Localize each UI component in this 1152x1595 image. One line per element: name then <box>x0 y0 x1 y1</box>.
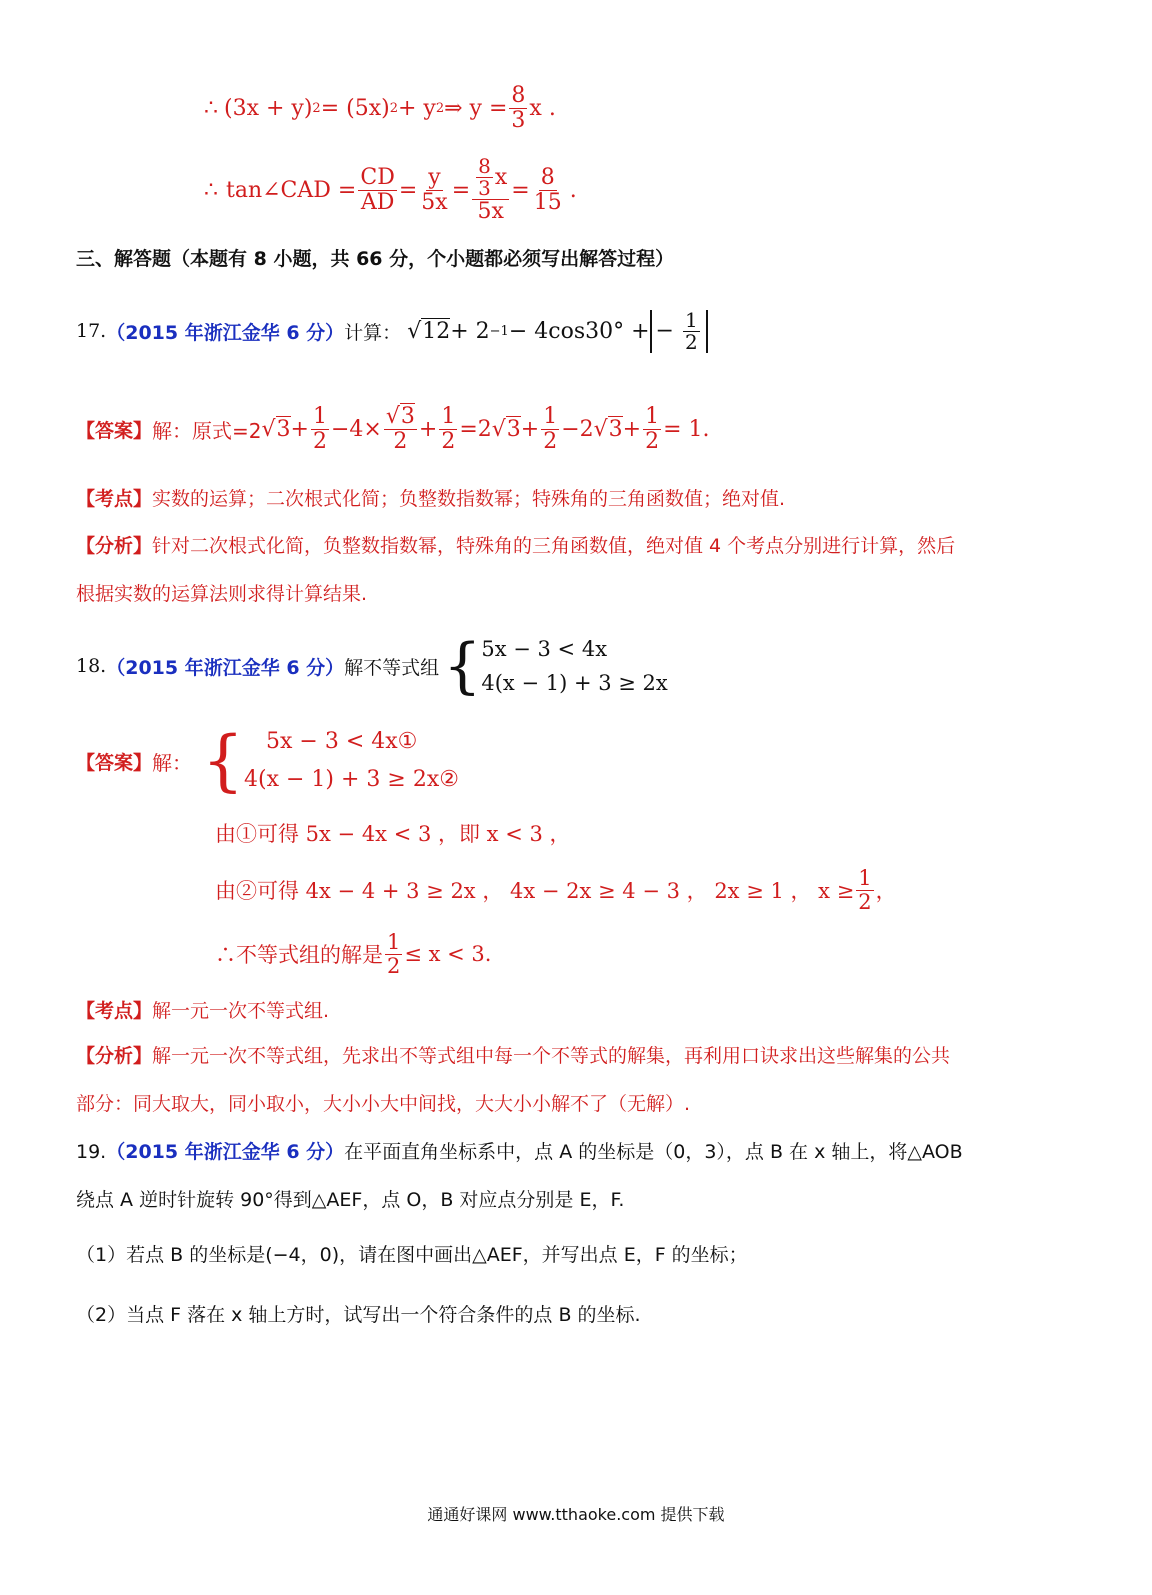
eq2-compound-fraction <box>472 156 509 223</box>
inequality-2: 4(x − 1) + 3 ≥ 2x② <box>244 767 459 792</box>
fraction-denominator: 2 <box>441 428 456 454</box>
analysis-text: 针对二次根式化简，负整数指数幂，特殊角的三角函数值，绝对值 4 个考点分别进行计算，然后 <box>152 535 956 557</box>
fraction-numerator: 1 <box>645 404 660 430</box>
knowledge-point-18 <box>76 996 329 1023</box>
fraction-numerator: 8 <box>511 83 526 109</box>
fraction-numerator: 1 <box>858 866 872 891</box>
fraction-numerator: 1 <box>312 404 327 430</box>
fraction-denominator: AD <box>360 189 395 215</box>
analysis-line-2: 部分：同大取大，同小取小，大小小大中间找，大大小小解不了（无解）. <box>76 1093 691 1115</box>
question-prompt: 解不等式组 <box>344 656 440 679</box>
analysis-text-a: 解一元一次不等式组，先求出不等式组 <box>152 1045 476 1067</box>
fraction-numerator: 1 <box>387 930 401 955</box>
equals-sign: = <box>511 177 530 203</box>
fraction-numerator: y <box>428 165 441 191</box>
sqrt-3: 3 <box>608 417 623 442</box>
therefore-symbol: ∴ <box>204 177 218 203</box>
step-tail: ， <box>875 879 897 903</box>
analysis-tag: 【分析】 <box>76 535 153 557</box>
inequality-1: 5x − 3 < 4x <box>481 637 608 661</box>
sqrt-3: 3 <box>276 417 291 442</box>
eq1-mid1: = (5x) <box>320 95 390 121</box>
knowledge-point-17 <box>76 484 785 511</box>
fraction-denominator: 2 <box>387 953 401 978</box>
question-19-part-2: （2）当点 F 落在 x 轴上方时，试写出一个符合条件的点 B 的坐标. <box>76 1304 641 1326</box>
eq1-fraction <box>509 84 527 131</box>
equation-line-1 <box>204 78 556 138</box>
question-19-part-1: （1）若点 B 的坐标是(−4，0)，请在图中画出△AEF，并写出点 E，F 的坐标； <box>76 1244 748 1266</box>
answer-tag: 【答案】 <box>76 751 153 774</box>
fraction-denominator: 2 <box>312 428 327 454</box>
fraction-denominator: 2 <box>543 428 558 454</box>
question-source: （2015 年浙江金华 6 分） <box>106 321 345 344</box>
page-footer: 通通好课网 www.tthaoke.com 提供下载 <box>427 1505 725 1524</box>
inequality-1: 5x − 3 < 4x① <box>266 729 418 754</box>
answer-tag: 【答案】 <box>76 419 153 442</box>
inequality-system <box>481 632 667 700</box>
question-18 <box>76 630 668 702</box>
plus-sign: + <box>418 416 438 442</box>
eq2-lhs: tan∠CAD = <box>226 177 357 203</box>
step-text: 由②可得 4x − 4 + 3 ≥ 2x ， 4x − 2x ≥ 4 − 3 ， 2x ≥ 1 ， x ≥ <box>215 879 855 903</box>
fraction-denominator: 2 <box>645 428 660 454</box>
eq2-period: . <box>569 177 577 203</box>
expr-cos: − 4cos30° + <box>508 318 650 344</box>
equals-sign: = <box>451 177 471 203</box>
fraction-numerator: 1 <box>441 404 456 430</box>
question-number: 17. <box>76 320 107 342</box>
fraction-numerator: 8 <box>540 165 555 191</box>
question-19 <box>76 1128 1066 1224</box>
fraction-denominator: 3 <box>511 107 526 133</box>
question-text: 在平面直角坐标系中，点 A 的坐标是（0，3），点 B 在 x 轴上，将△AOB <box>344 1141 963 1163</box>
eq2-fraction-cd-ad <box>358 166 396 213</box>
eq1-exponent-3: 2 <box>435 100 445 116</box>
result: = 1. <box>663 416 710 442</box>
answer-lead: 解： <box>152 750 193 775</box>
expr-exponent: −1 <box>489 323 509 339</box>
eq1-mid2: + y <box>397 95 436 121</box>
fraction-half <box>311 405 329 452</box>
knowledge-tag: 【考点】 <box>76 1000 153 1022</box>
answer-18-step-2 <box>215 858 897 922</box>
question-prompt: 计算： <box>344 321 402 344</box>
analysis-text-b: 中每一个不等式的解集，再利用口诀求出这些解集的公共 <box>475 1045 951 1067</box>
fraction-numerator: √3 <box>385 404 415 430</box>
eq1-exponent-2: 2 <box>389 100 398 116</box>
absolute-value <box>650 307 708 354</box>
fraction-denominator: 2 <box>858 889 872 914</box>
answer-18-step-1: 由①可得 5x − 4x < 3 ，即 x < 3 ， <box>215 822 571 846</box>
analysis-tag: 【分析】 <box>76 1045 153 1067</box>
sqrt-3: 3 <box>506 417 521 442</box>
step-tail: ≤ x < 3. <box>404 942 492 966</box>
fraction-half <box>385 931 402 976</box>
question-17 <box>76 300 708 362</box>
equals-sign: = <box>398 177 418 203</box>
analysis-line-2: 根据实数的运算法则求得计算结果. <box>76 583 368 605</box>
equals-sign: = <box>459 416 478 442</box>
eq1-arrow: ⇒ y = <box>444 95 508 121</box>
plus-sign: + <box>290 416 309 442</box>
answer-18 <box>76 722 459 800</box>
eq1-tail: x . <box>529 95 556 121</box>
question-19-line-1 <box>76 1128 1066 1176</box>
knowledge-text: 解一元一次不等式组. <box>152 1000 330 1022</box>
eq1-lhs: (3x + y) <box>224 95 313 121</box>
fraction-numerator: 1 <box>543 404 558 430</box>
plus-sign: + <box>520 416 540 442</box>
analysis-17 <box>76 522 1066 618</box>
answer-lead: 解：原式=2 <box>152 418 262 443</box>
eq2-fraction-y-5x <box>419 166 449 213</box>
answer-17: 【答案】 解：原式=2 √ 3 + $\frac{1}{2}$ −4× $\frac{√3}{2}$ + $\frac{1}{2}$ = 2√ 3 + $\frac{1}{2}$ −2√ 3 + $\frac{1}{2}$ = 1. <box>76 404 710 454</box>
fraction-half <box>856 867 873 912</box>
question-number: 18. <box>76 655 107 677</box>
inequality-system <box>244 723 459 799</box>
sqrt-radicand: 12 <box>422 319 451 344</box>
abs-fraction <box>683 307 700 354</box>
inequality-2: 4(x − 1) + 3 ≥ 2x <box>481 671 668 695</box>
equation-line-2 <box>204 148 577 232</box>
knowledge-text: 实数的运算；二次根式化简；负整数指数幂；特殊角的三角函数值；绝对值. <box>152 488 786 510</box>
question-source: （2015 年浙江金华 6 分） <box>106 656 345 679</box>
fraction-half <box>541 405 559 452</box>
fraction-numerator: 8 <box>478 154 491 179</box>
question-19-line-2: 绕点 A 逆时针旋转 90°得到△AEF，点 O，B 对应点分别是 E，F. <box>76 1189 625 1211</box>
fraction-denominator: 3 <box>478 176 491 201</box>
eq1-exponent: 2 <box>312 100 321 116</box>
question-number: 19. <box>76 1141 107 1163</box>
question-source: （2015 年浙江金华 6 分） <box>106 1141 345 1163</box>
sqrt-3: 3 <box>400 404 415 430</box>
minus-four-times: −4× <box>330 416 382 442</box>
knowledge-tag: 【考点】 <box>76 488 153 510</box>
analysis-line-1 <box>76 1032 1066 1080</box>
q17-expression: √ 12 + 2 −1 − 4cos30° + − $\frac{1}{2}$ <box>407 310 708 353</box>
plus-sign: + <box>622 416 642 442</box>
variable-x: x <box>494 165 508 191</box>
fraction-denominator: 2 <box>393 428 408 454</box>
brace-icon: { <box>443 631 482 701</box>
brace-icon: { <box>202 722 245 799</box>
abs-minus: − <box>655 318 674 343</box>
step-text: ∴不等式组的解是 <box>215 943 383 967</box>
analysis-line-1 <box>76 522 1066 570</box>
therefore-symbol: ∴ <box>204 95 218 121</box>
section-heading: 三、解答题（本题有 8 小题，共 66 分，个小题都必须写出解答过程） <box>76 248 675 270</box>
fraction-numerator: CD <box>360 165 395 191</box>
fraction-numerator: 1 <box>684 307 698 332</box>
fraction-half <box>643 405 661 452</box>
fraction-denominator: 15 <box>533 189 562 215</box>
fraction-denominator: 2 <box>684 329 698 354</box>
fraction-denominator: 5x <box>421 189 448 215</box>
inner-fraction <box>476 156 493 199</box>
eq2-fraction-8-15 <box>532 166 564 213</box>
analysis-18 <box>76 1032 1066 1128</box>
answer-18-step-3 <box>215 922 491 986</box>
fraction-denominator: 5x <box>477 199 504 225</box>
fraction-root3-over-2 <box>384 405 417 452</box>
expr-power: + 2 <box>450 318 490 344</box>
compound-numerator <box>472 156 509 200</box>
fraction-half <box>439 405 457 452</box>
